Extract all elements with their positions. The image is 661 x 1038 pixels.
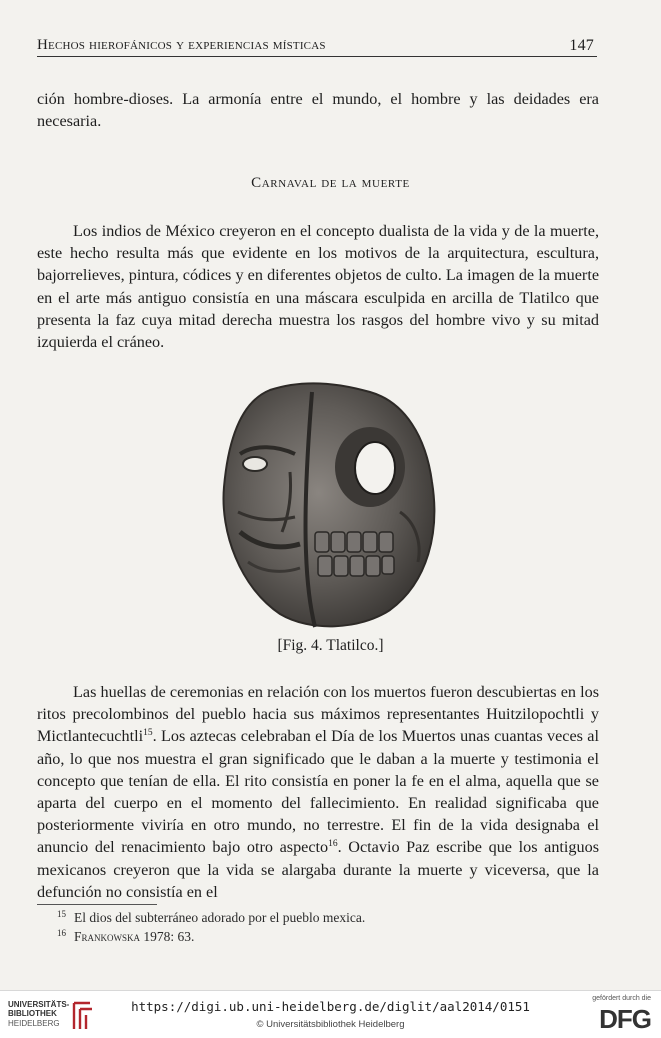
page-number: 147 — [569, 37, 594, 54]
footnote-mark: 15 — [57, 909, 66, 919]
library-line-1: UNIVERSITÄTS- — [8, 1000, 70, 1009]
footnote-mark: 16 — [57, 928, 66, 938]
footnote-ref-16[interactable]: 16 — [328, 839, 338, 850]
paragraph-text-c: . Octavio Paz escribe que los antiguos mexicanos creyeron que la vida se alargaba durante la muerte y viceversa, que la defunción no consistía en el — [37, 838, 599, 901]
library-line-2: BIBLIOTHEK — [8, 1009, 57, 1019]
footnote-author: Frankowska — [74, 929, 141, 944]
permalink-url[interactable]: https://digi.ub.uni-heidelberg.de/diglit/aal2014/0151 — [131, 999, 530, 1014]
paragraph-text-b: . Los aztecas celebraban el Día de los Muertos unas cuantas veces al año, lo que nos muestra el gran significado que le daban a la muerte y testimonia el concepto que tenían de ella. El rito consistía en poner la fe en el alma, aquella que se aparta del cuerpo en el momento del fallecimiento. En realidad significaba que posteriormente viviría en otro mundo, no terrestre. El fin de la vida designaba el anuncio del renacimiento bajo otro aspecto — [37, 727, 599, 857]
footnote-16 — [57, 929, 194, 945]
viewer-footer — [0, 990, 661, 1038]
footnote-text: El dios del subterráneo adorado por el pueblo mexica. — [74, 910, 366, 925]
copyright-notice: © Universitätsbibliothek Heidelberg — [256, 1019, 405, 1030]
running-head — [37, 37, 597, 54]
header-rule — [37, 56, 597, 57]
dfg-wordmark: DFG — [599, 1004, 651, 1034]
footnote-rule — [37, 904, 157, 905]
paragraph-continued: ción hombre-dioses. La armonía entre el mundo, el hombre y las deidades era necesaria. — [37, 90, 599, 131]
tlatilco-mask-figure — [200, 382, 455, 632]
section-heading: Carnaval de la muerte — [251, 175, 410, 191]
dfg-funded-by: gefördert durch die — [592, 995, 651, 1002]
running-title: Hechos hierofánicos y experiencias místicas — [37, 37, 326, 53]
library-line-3: HEIDELBERG — [8, 1018, 60, 1028]
footnote-ref-15[interactable]: 15 — [143, 728, 153, 739]
paragraph-intro: Los indios de México creyeron en el concepto dualista de la vida y de la muerte, este hecho resulta más que evidente en los motivos de la arquitectura, escultura, bajorrelieves, pintura, códices y en diferentes objetos de culto. La imagen de la muerte en el arte más antiguo consistía en una máscara esculpida en arcilla de Tlatilco que presenta la faz cuya mitad derecha muestra los rasgos del hombre vivo y su mitad izquierda el cráneo. — [37, 222, 599, 352]
footnote-15 — [57, 910, 365, 926]
footnote-text: 1978: 63. — [140, 929, 195, 944]
paragraph-ceremonies — [37, 681, 599, 903]
dfg-logo[interactable] — [571, 995, 651, 1035]
figure-caption: [Fig. 4. Tlatilco.] — [277, 637, 384, 654]
paragraph-text-a: Las huellas de ceremonias en relación con los muertos fueron descubiertas en los ritos precolombinos del pueblo hacia sus máximos representantes Huitzilopochtli y Mictlantecuchtli — [37, 683, 599, 746]
